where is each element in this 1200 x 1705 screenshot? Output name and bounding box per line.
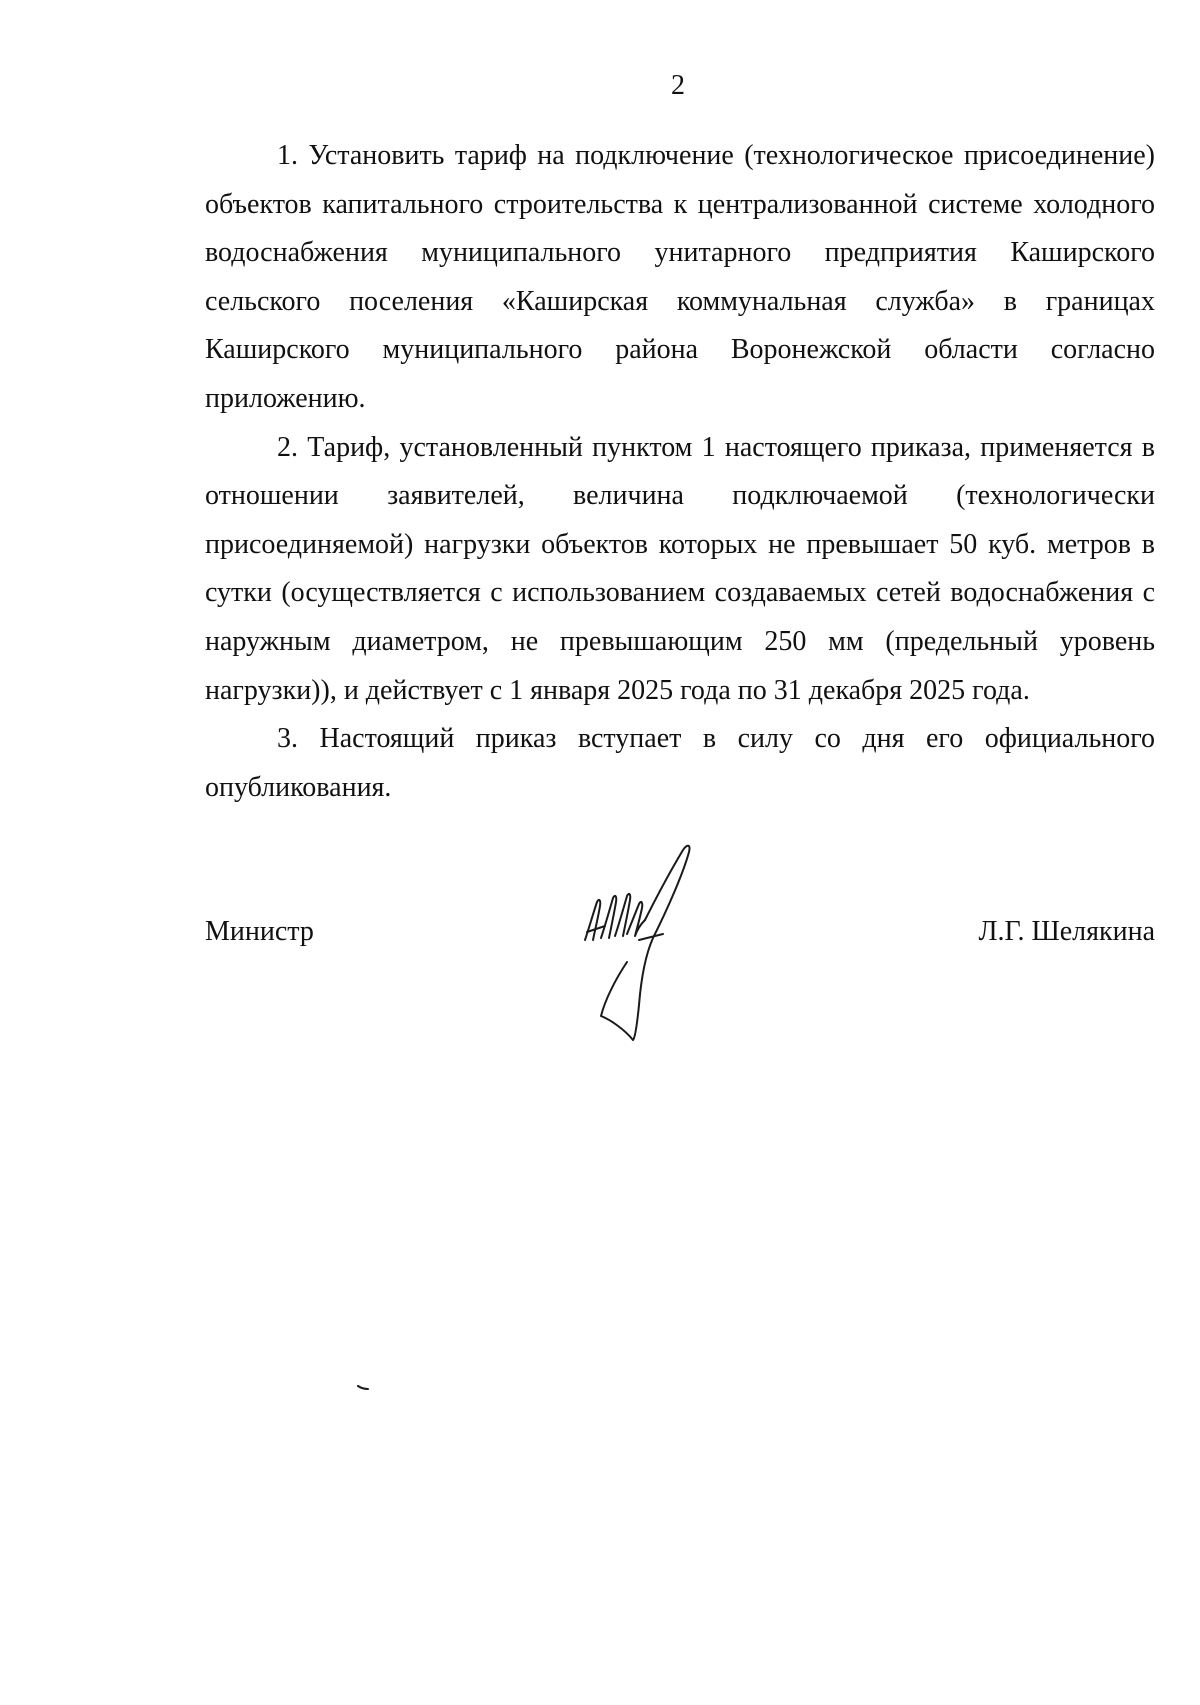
page-number: 2 [671,70,685,101]
signer-title: Министр [205,916,314,947]
paragraph-2: 2. Тариф, установленный пунктом 1 настоящего приказа, применяется в отношении заявителей, величина подключаемой (технологически присоединяемой) нагрузки объектов которых не превышает 50 куб. метров в сутки (осуществляется с использованием создаваемых сетей водоснабжения с наружным диаметром, не превышающим 250 мм (предельный уровень нагрузки)), и действует с 1 января 2025 года по 31 декабря 2025 года. [205,431,1155,706]
paragraph-1: 1. Установить тариф на подключение (технологическое присоединение) объектов капитального строительства к централизованной системе холодного водоснабжения муниципального унитарного предприятия Каширского сельского поселения «Каширская коммунальная служба» в границах Каширского муниципального района Воронежской области согласно приложению. [205,140,1155,414]
handwritten-signature [575,840,715,1045]
stray-ink-mark [357,1385,369,1391]
document-body [205,132,1155,812]
paragraph-3: 3. Настоящий приказ вступает в силу со дня его официального опубликования. [205,723,1155,803]
signer-name: Л.Г. Шелякина [978,916,1155,947]
